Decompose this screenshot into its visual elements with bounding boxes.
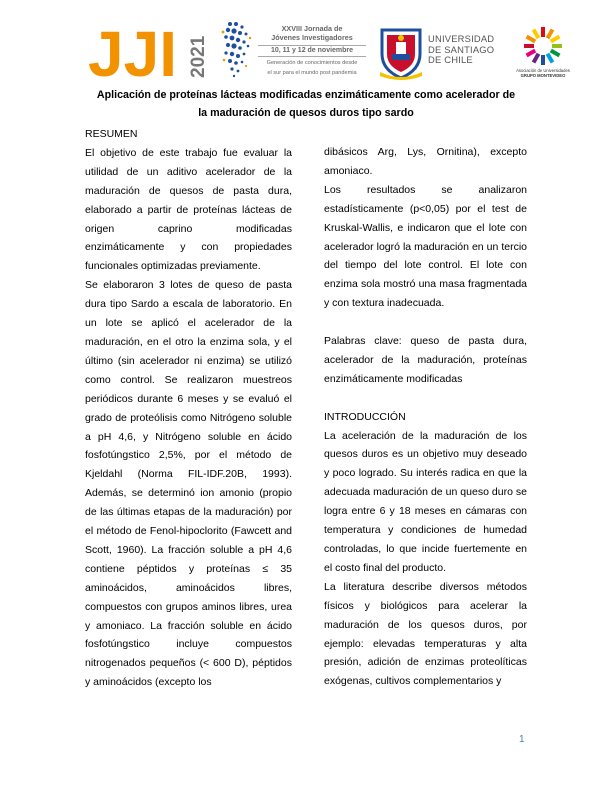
page-number: 1 [519, 734, 525, 745]
montevideo-line1: Asociación de Universidades [516, 68, 570, 73]
event-info [258, 24, 366, 77]
abstract-paragraph-3: dibásicos Arg, Lys, Ornitina), excepto amoniaco. [324, 146, 527, 177]
abstract-paragraph-2: Se elaboraron 3 lotes de queso de pasta dura tipo Sardo a escala de laboratorio. En un lote se aplicó el acelerador de la maduración, en el otro la enzima sola, y el último (sin acelerador ni enzima) se utilizó como control. Se realizaron muestreos periódicos durante 6 meses y se evaluó el grado de proteólisis como Nitrógeno soluble a pH 4,6, y Nitrógeno soluble en ácido fosfotúngstico 2,5%, por el método de Kjeldahl (Norma FIL-IDF.20B, 1993). Además, se determinó ion amonio (propio de las últimas etapas de la maduración) por el método de Fenol-hipoclorito (Fawcett and Scott, 1960). La fracción soluble a pH 4,6 contiene péptidos y proteínas ≤ 35 aminoácidos, aminoácidos libres, compuestos con grupos aminos libres, urea y amoniaco. La fracción soluble en ácido fosfotúngstico incluye compuestos nitrogenados pequeños (< 600 D), péptidos y aminoácidos (excepto los [85, 279, 292, 689]
abstract-paragraph-4: Los resultados se analizaron estadísticamente (p<0,05) por el test de Kruskal-Wallis, e indicaron que el lote con acelerador logró la maduración en un tercio del tiempo del lote control. El lote con enzima sola mostró una masa fragmentada y con textura inadecuada. [324, 183, 527, 310]
abstract-paragraph-1: El objetivo de este trabajo fue evaluar la utilidad de un aditivo acelerador de la maduración de quesos de pasta dura, elaborado a partir de proteínas lácteas de origen caprino modificadas enzimáticamente y con propiedades funcionales optimizadas previamente. [85, 146, 292, 273]
keywords: Palabras clave: queso de pasta dura, acelerador de la maduración, proteínas enzimáticamente modificadas [324, 335, 527, 385]
university-name-line2: DE SANTIAGO [428, 43, 495, 55]
event-dates: 10, 11 y 12 de noviembre [258, 45, 366, 57]
section-heading-resumen: RESUMEN [85, 128, 138, 140]
montevideo-group-name [512, 68, 574, 78]
university-name [428, 34, 494, 66]
event-title-line1: XXVIII Jornada de [281, 24, 343, 33]
left-column [85, 125, 292, 692]
university-name-line3: DE CHILE [428, 54, 473, 66]
usach-crest-logo [378, 24, 424, 80]
paper-title [76, 86, 536, 122]
event-title-line2: Jóvenes Investigadores [271, 33, 353, 42]
intro-paragraph-2: La literatura describe diversos métodos físicos y biológicos para acelerar la maduración de los quesos duros, por ejemplo: elevadas temperaturas y alta presión, adición de enzimas proteolíticas exógenas, cultivos complementarios y [324, 580, 527, 688]
jji-2021-logo [88, 18, 256, 82]
paper-title-line2: la maduración de quesos duros tipo sardo [198, 107, 414, 119]
intro-paragraph-1: La aceleración de la maduración de los quesos duros es un objetivo muy deseado y poco logrado. Su interés radica en que la adecuada maduración de un queso duro se logra entre 6 y 18 meses en cámaras con temperatura y condiciones de humedad controladas, lo que incide fuertemente en el costo final del producto. [324, 429, 527, 574]
jji-logo-text: JJI [88, 18, 177, 82]
paper-title-line1: Aplicación de proteínas lácteas modificadas enzimáticamente como acelerador de [96, 89, 516, 101]
montevideo-line2: GRUPO MONTEVIDEO [520, 73, 566, 78]
spacer [324, 313, 527, 332]
section-heading-introduccion: INTRODUCCIÓN [324, 410, 406, 423]
jji-year-text: 2021 [188, 35, 209, 78]
university-name-line1: UNIVERSIDAD [428, 33, 495, 44]
dotted-map-graphic [224, 22, 249, 77]
page-header [0, 0, 612, 90]
right-column [324, 143, 527, 691]
event-tagline-line2: el sur para el mundo post pandemia [267, 70, 357, 76]
event-tagline-line1: Generación de conocimientos desde [266, 60, 358, 66]
spacer [324, 389, 527, 408]
montevideo-group-logo [518, 24, 568, 66]
